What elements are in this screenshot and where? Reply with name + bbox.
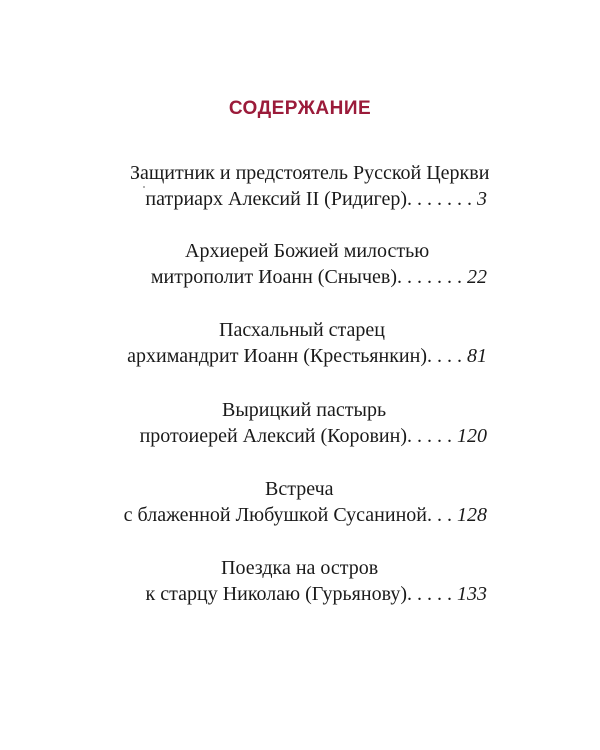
page-title: СОДЕРЖАНИЕ — [228, 98, 372, 119]
toc-page-number: 3 — [477, 188, 487, 210]
toc-entry[interactable] — [0, 398, 600, 458]
toc-leader-dots: . . . . . — [407, 583, 452, 605]
toc-entry-subtitle: с блаженной Любушкой Сусаниной — [123, 504, 427, 526]
toc-entry-subtitle: архимандрит Иоанн (Крестьянкин) — [127, 345, 427, 367]
toc-entry-subtitle-row — [127, 344, 487, 368]
toc-leader-dots: . . . . — [427, 345, 462, 367]
toc-leader-dots: . . . . . . . — [407, 188, 472, 210]
toc-entry-subtitle-row — [140, 424, 487, 448]
toc-entry[interactable] — [0, 556, 600, 616]
toc-leader-dots: . . . . . . . — [397, 266, 462, 288]
toc-page-number: 133 — [457, 583, 487, 605]
toc-entry-subtitle-row — [145, 187, 487, 211]
toc-entry[interactable] — [0, 161, 600, 221]
toc-entry-subtitle: патриарх Алексий II (Ридигер) — [145, 188, 407, 210]
toc-entry-subtitle-row — [151, 265, 487, 289]
toc-entry-subtitle: митрополит Иоанн (Снычев) — [150, 266, 397, 288]
toc-entry-title: Поездка на остров — [221, 557, 379, 579]
toc-entry-title: Защитник и предстоятель Русской Церкви — [130, 162, 490, 184]
toc-entry-subtitle: к старцу Николаю (Гурьянову) — [145, 583, 407, 605]
toc-entry-title: Вырицкий пастырь — [222, 399, 387, 421]
toc-leader-dots: . . . — [427, 504, 452, 526]
toc-page-number: 22 — [467, 266, 487, 288]
toc-entry[interactable] — [0, 318, 600, 378]
toc-page-number: 120 — [457, 425, 487, 447]
toc-entry-title: Встреча — [265, 478, 334, 500]
toc-entry[interactable] — [0, 477, 600, 537]
toc-entry[interactable] — [0, 239, 600, 299]
toc-entry-subtitle: протоиерей Алексий (Коровин) — [139, 425, 407, 447]
toc-entry-subtitle-row — [146, 582, 487, 606]
toc-entry-title: Архиерей Божией милостью — [185, 240, 430, 262]
toc-entry-title: Пасхальный старец — [219, 319, 385, 341]
toc-page-number: 81 — [467, 345, 487, 367]
toc-entry-subtitle-row — [124, 503, 487, 527]
toc-leader-dots: . . . . . — [407, 425, 452, 447]
toc-page-number: 128 — [457, 504, 487, 526]
